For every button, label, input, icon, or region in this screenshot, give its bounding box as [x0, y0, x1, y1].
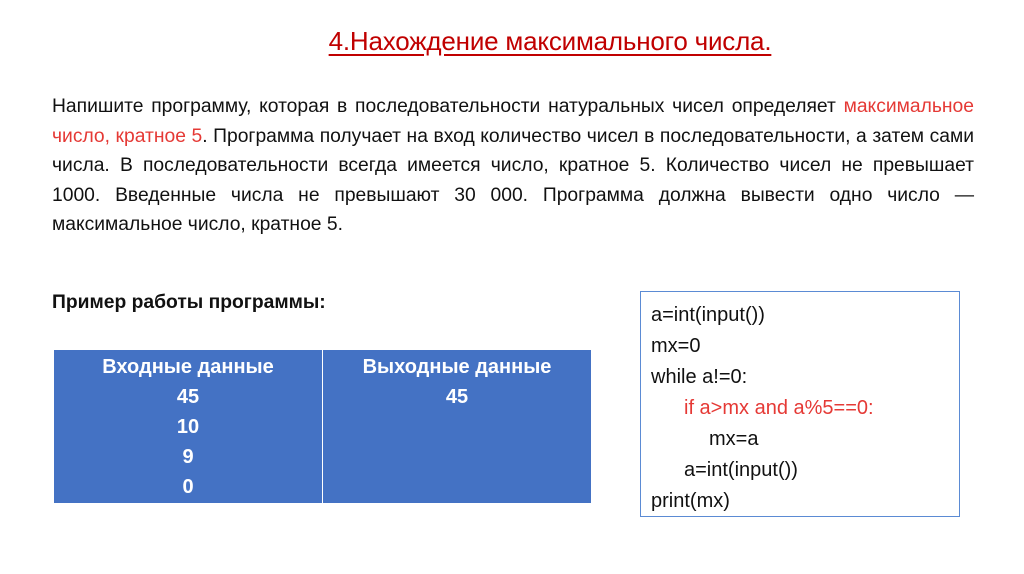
task-text-part1: Напишите программу, которая в последовательности натуральных чисел определяет [52, 96, 844, 117]
code-line: while a!=0: [651, 366, 748, 388]
input-value: 10 [176, 416, 200, 438]
output-column [323, 350, 592, 504]
task-highlight: максимальное число, кратное 5 [52, 96, 974, 147]
slide-title: 4.Нахождение максимального числа. [328, 26, 772, 56]
output-value: 45 [445, 386, 469, 408]
input-value: 45 [176, 386, 200, 408]
code-line: print(mx) [651, 490, 730, 512]
table-row [54, 350, 592, 504]
task-text-part2: . Программа получает на вход количество чисел в последовательности, а затем сами числа. В последовательности всегда имеется число, кратное 5. Количество чисел не превышает 1000. Введенные числа не превышают 30 000. Программа должна вывести одно число — максимальное число, кратное 5. [52, 125, 975, 235]
input-value: 0 [182, 476, 194, 498]
example-heading: Пример работы программы: [52, 292, 326, 313]
task-description [52, 92, 974, 240]
io-table [53, 349, 592, 504]
code-line: a=int(input()) [651, 304, 765, 326]
input-header: Входные данные [102, 356, 274, 378]
output-header: Выходные данные [362, 356, 552, 378]
input-column [54, 350, 323, 504]
code-line: mx=a [709, 428, 759, 450]
code-line: mx=0 [651, 335, 701, 357]
code-line: a=int(input()) [684, 459, 798, 481]
code-line-highlighted: if a>mx and a%5==0: [684, 397, 874, 419]
code-block [640, 291, 960, 517]
input-value: 9 [182, 446, 194, 468]
